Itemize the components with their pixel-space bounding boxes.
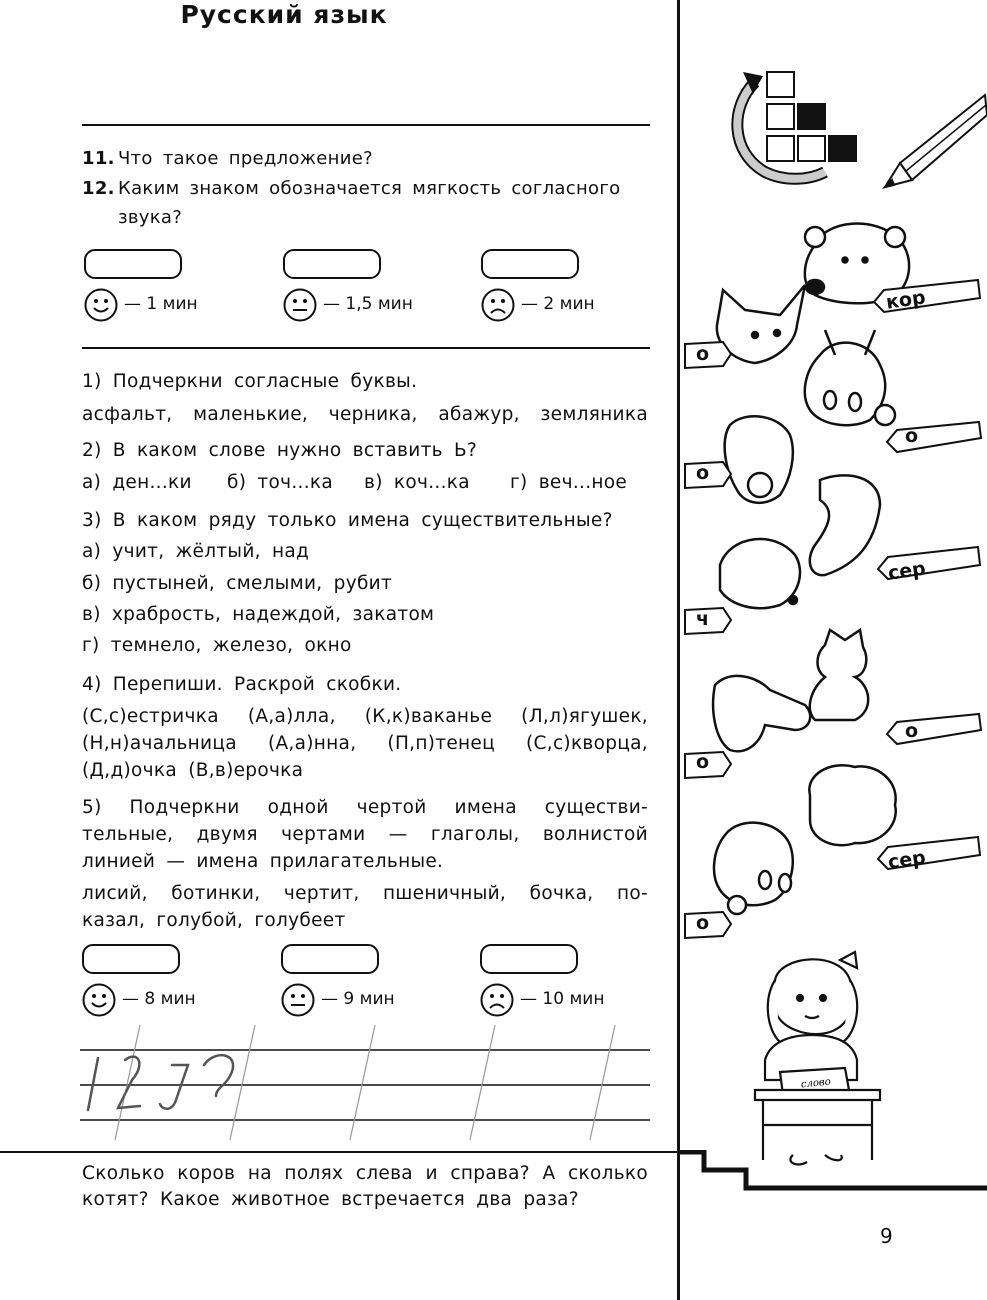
bottom-question: котят? Какое животное встречается два раза? bbox=[82, 1189, 579, 1210]
option: в) коч...ка bbox=[364, 472, 470, 493]
task-5-words: лисий, ботинки, чертит, пшеничный, бочка, по- bbox=[82, 883, 648, 904]
score-box[interactable] bbox=[481, 249, 579, 279]
timer-6: — 10 мин bbox=[520, 989, 605, 1009]
divider-top bbox=[82, 124, 650, 126]
divider-middle bbox=[82, 347, 650, 349]
timer-4: — 8 мин bbox=[122, 989, 196, 1009]
timer-3: — 2 мин bbox=[521, 294, 595, 314]
tag-label: о bbox=[905, 425, 919, 447]
tag-label: сер bbox=[886, 557, 928, 585]
question-text: Каким знаком обозначается мягкость согласного bbox=[118, 178, 621, 199]
pencil-icon bbox=[880, 85, 987, 190]
girl-at-desk-illustration bbox=[745, 950, 885, 1175]
task-4-line: (Д,д)очка (В,в)ерочка bbox=[82, 760, 304, 781]
option: г) веч...ное bbox=[510, 472, 628, 493]
tag-label: ч bbox=[696, 608, 710, 630]
question-text-cont: звука? bbox=[118, 207, 183, 228]
tag bbox=[885, 712, 983, 752]
notebook-word: слово bbox=[800, 1076, 832, 1091]
score-box[interactable] bbox=[281, 944, 379, 974]
task-5-heading: линией — имена прилагательные. bbox=[82, 851, 444, 872]
tag-label: кор bbox=[884, 286, 927, 314]
sad-face-icon bbox=[480, 983, 514, 1017]
score-box[interactable] bbox=[283, 249, 381, 279]
tag-label: о bbox=[696, 912, 710, 934]
neutral-face-icon bbox=[281, 983, 315, 1017]
page-number: 9 bbox=[880, 1224, 893, 1248]
task-2-heading: 2) В каком слове нужно вставить Ь? bbox=[82, 440, 478, 461]
task-5-heading: тельные, двумя чертами — глаголы, волнистой bbox=[82, 824, 648, 845]
page-title: Русский язык bbox=[180, 0, 388, 29]
question-12 bbox=[82, 174, 650, 232]
task-3-option-d: г) темнело, железо, окно bbox=[82, 635, 352, 656]
score-box[interactable] bbox=[82, 944, 180, 974]
column-divider bbox=[677, 0, 680, 1300]
timer-5: — 9 мин bbox=[321, 989, 395, 1009]
crossword-icon bbox=[725, 62, 865, 190]
score-box[interactable] bbox=[480, 944, 578, 974]
handwriting-lines bbox=[80, 1020, 652, 1145]
tag-label: о bbox=[905, 720, 919, 742]
timer-2: — 1,5 мин bbox=[323, 294, 413, 314]
divider-bottom bbox=[0, 1151, 679, 1153]
tag-label: о bbox=[696, 751, 710, 773]
task-3-option-b: б) пустыней, смелыми, рубит bbox=[82, 573, 393, 594]
tag bbox=[885, 420, 983, 460]
task-1-words: асфальт, маленькие, черника, абажур, земляника bbox=[82, 404, 648, 425]
tag-label: о bbox=[696, 462, 710, 484]
task-4-line: (Н,н)ачальница (А,а)нна, (П,п)тенец (С,с)кворца, bbox=[82, 733, 648, 754]
score-box[interactable] bbox=[84, 249, 182, 279]
question-number: 12. bbox=[82, 178, 115, 199]
task-1-heading: 1) Подчеркни согласные буквы. bbox=[82, 371, 418, 392]
task-5-words: казал, голубой, голубеет bbox=[82, 910, 346, 931]
task-4-heading: 4) Перепиши. Раскрой скобки. bbox=[82, 674, 402, 695]
sad-face-icon bbox=[481, 288, 515, 322]
question-text: Что такое предложение? bbox=[118, 148, 373, 169]
task-5-heading: 5) Подчеркни одной чертой имена существи- bbox=[82, 797, 648, 818]
happy-face-icon bbox=[84, 288, 118, 322]
task-3-heading: 3) В каком ряду только имена существительные? bbox=[82, 510, 613, 531]
option: а) ден...ки bbox=[82, 472, 192, 493]
option: б) точ...ка bbox=[227, 472, 333, 493]
tag-label: сер bbox=[886, 846, 928, 874]
task-3-option-c: в) храбрость, надеждой, закатом bbox=[82, 604, 435, 625]
question-11 bbox=[82, 144, 650, 173]
task-4-line: (С,с)естричка (А,а)лла, (К,к)ваканье (Л,л)ягушек, bbox=[82, 706, 648, 727]
tag-label: о bbox=[696, 343, 710, 365]
timer-1: — 1 мин bbox=[124, 294, 198, 314]
happy-face-icon bbox=[82, 983, 116, 1017]
bottom-question: Сколько коров на полях слева и справа? А сколько bbox=[82, 1163, 648, 1184]
neutral-face-icon bbox=[283, 288, 317, 322]
question-number: 11. bbox=[82, 148, 115, 169]
task-3-option-a: а) учит, жёлтый, над bbox=[82, 541, 310, 562]
